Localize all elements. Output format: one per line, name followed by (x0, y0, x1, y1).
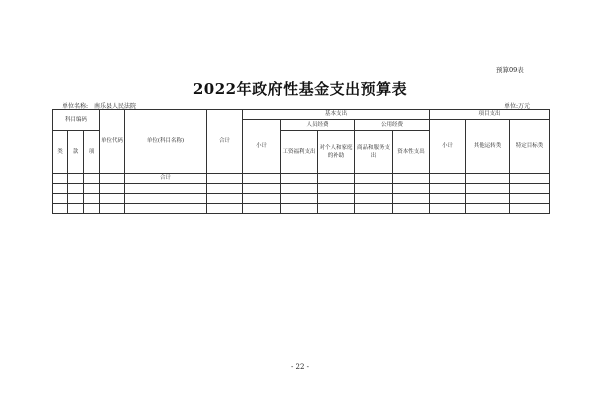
header-basic-subtotal: 小计 (243, 120, 281, 174)
cell (53, 174, 68, 184)
cell (100, 174, 125, 184)
cell (84, 174, 100, 184)
cell (68, 174, 84, 184)
cell (281, 184, 318, 194)
cell (355, 204, 393, 214)
cell (207, 194, 243, 204)
cell (466, 184, 510, 194)
cell (68, 184, 84, 194)
cell (430, 184, 466, 194)
cell (243, 194, 281, 204)
cell (53, 184, 68, 194)
cell (430, 174, 466, 184)
cell (393, 184, 430, 194)
table-row (53, 204, 550, 214)
table-row-total (53, 174, 550, 184)
table-row (53, 194, 550, 204)
cell (84, 194, 100, 204)
unit-value: 南乐县人民法院 (94, 103, 137, 110)
form-code: 预算09表 (496, 66, 524, 74)
currency-unit: 单位:万元 (504, 103, 531, 110)
header-unit-name: 单位(科目名称) (125, 110, 207, 174)
header-xiang: 项 (84, 131, 100, 174)
cell (430, 204, 466, 214)
header-project-expense: 项目支出 (430, 110, 550, 120)
header-personnel: 人员经费 (281, 120, 355, 131)
header-kuan: 款 (68, 131, 84, 174)
cell (207, 174, 243, 184)
cell (281, 194, 318, 204)
cell (510, 194, 550, 204)
cell (100, 184, 125, 194)
cell (100, 204, 125, 214)
header-total: 合计 (207, 110, 243, 174)
total-row-label: 合计 (125, 174, 207, 184)
table-row (53, 184, 550, 194)
cell (393, 194, 430, 204)
header-goods-services: 商品和服务支出 (355, 131, 393, 174)
header-family-subsidy: 对个人和家庭的补助 (318, 131, 355, 174)
cell (355, 184, 393, 194)
cell (510, 204, 550, 214)
cell (53, 204, 68, 214)
cell (393, 174, 430, 184)
cell (318, 194, 355, 204)
cell (430, 194, 466, 204)
cell (207, 204, 243, 214)
cell (510, 184, 550, 194)
header-project-subtotal: 小计 (430, 120, 466, 174)
cell (466, 194, 510, 204)
header-basic-expense: 基本支出 (243, 110, 430, 120)
unit-label: 单位名称: (62, 103, 89, 110)
cell (355, 194, 393, 204)
cell (355, 174, 393, 184)
header-capital: 资本性支出 (393, 131, 430, 174)
header-row-1 (53, 110, 550, 120)
header-lei: 类 (53, 131, 68, 174)
header-other-transfer: 其他运转类 (466, 120, 510, 174)
cell (243, 184, 281, 194)
cell (318, 184, 355, 194)
header-wages: 工资福利支出 (281, 131, 318, 174)
cell (281, 204, 318, 214)
cell (510, 174, 550, 184)
cell (125, 194, 207, 204)
cell (84, 184, 100, 194)
cell (84, 204, 100, 214)
header-subject-code: 科目编码 (53, 110, 100, 131)
document-title: 2022年政府性基金支出预算表 (192, 80, 408, 98)
cell (125, 184, 207, 194)
cell (318, 174, 355, 184)
header-public-funds: 公用经费 (355, 120, 430, 131)
cell (243, 174, 281, 184)
cell (68, 204, 84, 214)
cell (207, 184, 243, 194)
budget-table (52, 109, 550, 214)
page-number: - 22 - (290, 363, 310, 371)
cell (466, 204, 510, 214)
header-unit-code: 单位代码 (100, 110, 125, 174)
cell (100, 194, 125, 204)
cell (466, 174, 510, 184)
header-special-target: 特定目标类 (510, 120, 550, 174)
cell (243, 204, 281, 214)
cell (281, 174, 318, 184)
cell (393, 204, 430, 214)
cell (318, 204, 355, 214)
cell (125, 204, 207, 214)
cell (53, 194, 68, 204)
cell (68, 194, 84, 204)
